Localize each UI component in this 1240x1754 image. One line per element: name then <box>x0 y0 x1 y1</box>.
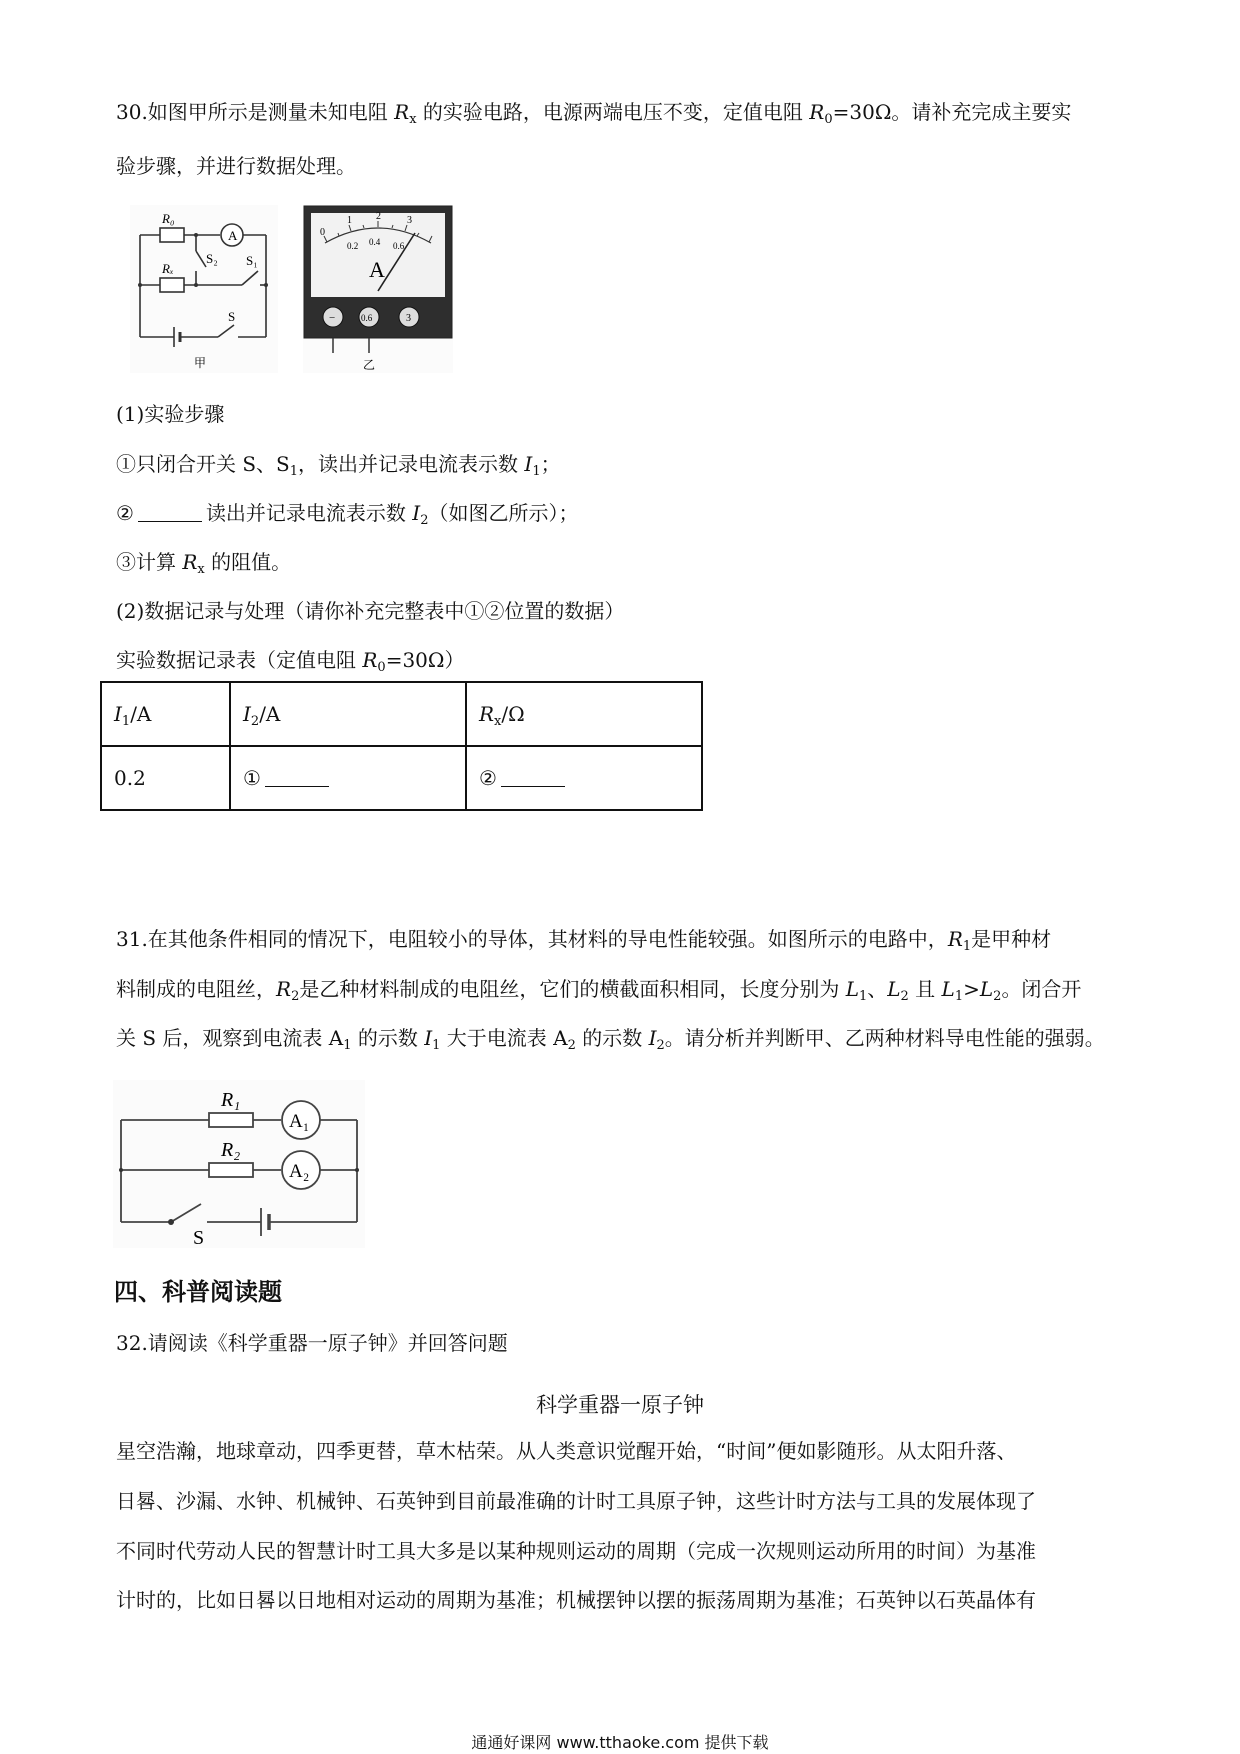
q31-text-line-2: 料制成的电阻丝，$R_2$是乙种材料制成的电阻丝，它们的横截面积相同，长度分别为 $L_1$、$L_2$ 且 $L_1>L_2$。闭合开 <box>116 977 1082 1004</box>
q30-text-line-2: 验步骤，并进行数据处理。 <box>116 154 356 178</box>
section-heading: 四、科普阅读题 <box>114 1278 282 1306</box>
q32-intro: 32.请阅读《科学重器一原子钟》并回答问题 <box>116 1331 508 1355</box>
article-paragraph-line-3: 不同时代劳动人民的智慧计时工具大多是以某种规则运动的周期（完成一次规则运动所用的时间）为基准 <box>116 1539 1036 1563</box>
a2-label: A₂ <box>289 1161 310 1182</box>
steps-title: (1)实验步骤 <box>116 402 225 426</box>
r1-label: R₁ <box>221 1089 241 1111</box>
jia-label: 甲 <box>194 356 207 370</box>
data-title: (2)数据记录与处理（请你补充完整表中①②位置的数据） <box>116 599 625 623</box>
s-label: S <box>228 309 236 324</box>
circuit-diagram-q31 <box>113 1080 365 1248</box>
step-1: ①只闭合开关 S、$S_1$，读出并记录电流表示数 $I_1$； <box>116 452 561 479</box>
circuit-diagram-jia <box>130 205 278 373</box>
s2-label: S₂ <box>206 251 218 266</box>
terminal-3: 3 <box>406 313 411 324</box>
table-title: 实验数据记录表（定值电阻 $R_0=30\Omega$） <box>116 648 465 675</box>
ammeter-yi-svg <box>303 205 453 373</box>
terminal-minus: − <box>329 312 336 324</box>
article-title: 科学重器一原子钟 <box>536 1393 704 1417</box>
step-2: ② 读出并记录电流表示数 $I_2$（如图乙所示）； <box>116 501 579 528</box>
s-switch-label: S <box>193 1227 205 1248</box>
page-footer: 通通好课网 www.tthaoke.com 提供下载 <box>471 1733 769 1752</box>
cell-i2-value[interactable]: ① <box>230 746 466 810</box>
step-2-blank[interactable] <box>138 503 202 522</box>
meter-tick-3: 3 <box>407 215 412 226</box>
step-3: ③计算 $R_x$ 的阻值。 <box>116 550 292 577</box>
table-header-row <box>101 682 702 746</box>
meter-small-tick-1: 0.2 <box>347 241 359 251</box>
article-paragraph-line-1: 星空浩瀚，地球章动，四季更替，草木枯荣。从人类意识觉醒开始，“时间”便如影随形。从太阳升落、 <box>116 1439 1017 1463</box>
cell-i1-value: 0.2 <box>101 746 230 810</box>
circuit-q31-svg <box>113 1080 365 1248</box>
yi-label: 乙 <box>363 358 376 372</box>
s1-label: S₁ <box>246 253 258 268</box>
q30-text-line-1: 30.如图甲所示是测量未知电阻 $R_x$ 的实验电路，电源两端电压不变，定值电阻 $R_0=30\Omega$。请补充完成主要实 <box>116 100 1072 127</box>
article-paragraph-line-2: 日晷、沙漏、水钟、机械钟、石英钟到目前最准确的计时工具原子钟，这些计时方法与工具的发展体现了 <box>116 1489 1036 1513</box>
r2-label: R₂ <box>221 1139 241 1161</box>
ammeter-label: A <box>228 228 238 243</box>
meter-letter: A <box>369 257 385 282</box>
data-table <box>100 681 703 811</box>
meter-small-tick-2: 0.4 <box>369 237 381 247</box>
meter-small-tick-3: 0.6 <box>393 241 405 251</box>
circuit-jia-svg <box>130 205 278 373</box>
a1-label: A₁ <box>289 1111 310 1132</box>
article-paragraph-line-4: 计时的，比如日晷以日地相对运动的周期为基准；机械摆钟以摆的振荡周期为基准；石英钟以石英晶体有 <box>116 1588 1036 1612</box>
ammeter-figure-yi <box>303 205 453 373</box>
terminal-0-6: 0.6 <box>361 313 373 323</box>
meter-tick-1: 1 <box>347 215 352 226</box>
header-i2: $I_2/A$ <box>230 682 466 746</box>
meter-tick-2: 2 <box>376 211 381 222</box>
r0-label: R₀ <box>162 211 175 226</box>
q31-text-line-1: 31.在其他条件相同的情况下，电阻较小的导体，其材料的导电性能较强。如图所示的电路中，$R_1$是甲种材 <box>116 927 1052 954</box>
table-row <box>101 746 702 810</box>
meter-tick-0: 0 <box>320 227 325 238</box>
q31-text-line-3: 关 S 后，观察到电流表 $A_1$ 的示数 $I_1$ 大于电流表 $A_2$ 的示数 $I_2$。请分析并判断甲、乙两种材料导电性能的强弱。 <box>116 1026 1105 1053</box>
rx-label: Rₓ <box>162 261 174 276</box>
cell-rx-value[interactable]: ② <box>466 746 702 810</box>
header-i1: $I_1/A$ <box>101 682 230 746</box>
header-rx: $R_x/\Omega$ <box>466 682 702 746</box>
